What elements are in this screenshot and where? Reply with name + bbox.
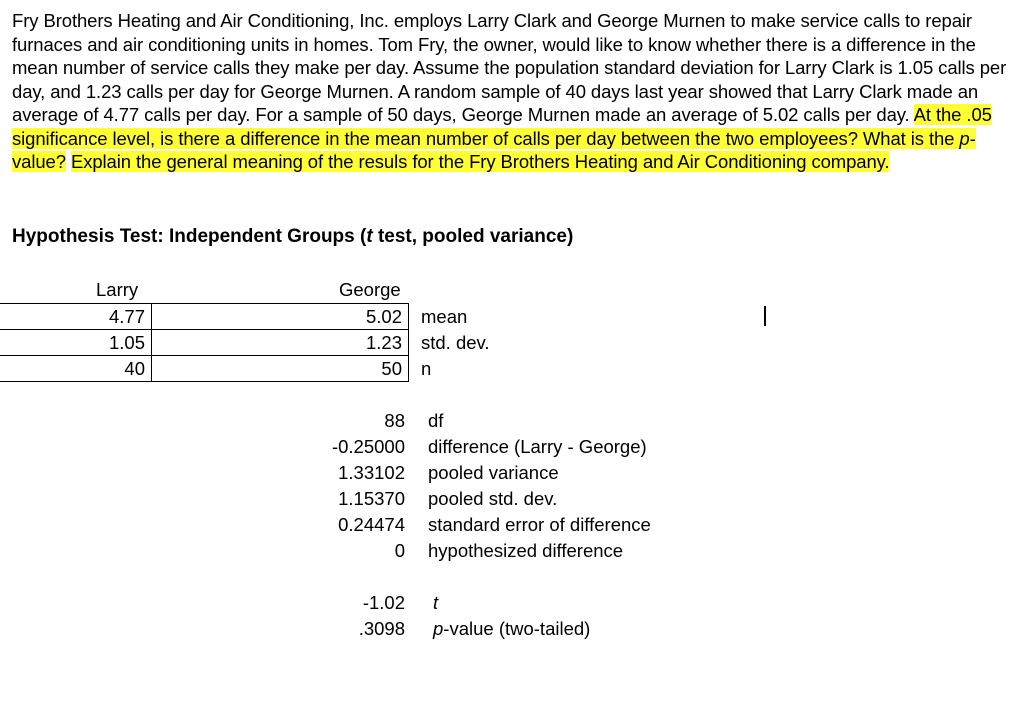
stat-label: difference (Larry - George) bbox=[428, 436, 647, 457]
p-value: .3098 bbox=[358, 618, 405, 639]
george-mean-cell[interactable]: 5.02 bbox=[152, 304, 409, 330]
heading-italic: t bbox=[366, 226, 373, 247]
table-row bbox=[0, 330, 627, 356]
stat-value: 88 bbox=[384, 410, 405, 431]
column-header-larry: Larry bbox=[96, 279, 139, 300]
heading-suffix: test, pooled variance) bbox=[372, 226, 574, 247]
larry-mean-cell[interactable]: 4.77 bbox=[0, 304, 152, 330]
stat-label: df bbox=[428, 410, 444, 431]
larry-stddev-cell[interactable]: 1.05 bbox=[0, 330, 152, 356]
row-label: n bbox=[421, 357, 432, 379]
highlight-question-text: At the .05 significance level, is there a difference in the mean number of calls per day between the two employees? What is the bbox=[12, 104, 992, 149]
p-label bbox=[433, 618, 590, 640]
stat-value: 0.24474 bbox=[338, 514, 405, 535]
table-row bbox=[0, 304, 627, 330]
stat-label: standard error of difference bbox=[428, 514, 651, 535]
stat-label: hypothesized difference bbox=[428, 540, 624, 561]
stat-value: 1.33102 bbox=[338, 462, 405, 483]
stat-value: 1.15370 bbox=[338, 488, 405, 509]
text-cursor bbox=[764, 306, 766, 326]
input-table bbox=[0, 303, 627, 382]
problem-statement bbox=[12, 9, 1012, 174]
george-n-cell[interactable]: 50 bbox=[152, 356, 409, 382]
larry-n-cell[interactable]: 40 bbox=[0, 356, 152, 382]
t-value: -1.02 bbox=[362, 592, 405, 613]
column-header-george: George bbox=[339, 279, 401, 300]
stat-value: 0 bbox=[394, 540, 405, 561]
george-stddev-cell[interactable]: 1.23 bbox=[152, 330, 409, 356]
heading-prefix: Hypothesis Test: Independent Groups ( bbox=[12, 226, 367, 247]
table-row bbox=[0, 356, 627, 382]
stat-label: pooled std. dev. bbox=[428, 488, 558, 509]
section-heading bbox=[12, 226, 573, 248]
row-label: mean bbox=[421, 305, 468, 327]
t-label: t bbox=[433, 592, 439, 613]
p-label-italic: p bbox=[433, 618, 444, 639]
highlight-question-italic: p bbox=[959, 127, 970, 149]
highlighted-explain: Explain the general meaning of the resuls for the Fry Brothers Heating and Air Conditioning company. bbox=[70, 151, 890, 172]
stat-value: -0.25000 bbox=[331, 436, 405, 457]
problem-text: Fry Brothers Heating and Air Conditioning, Inc. employs Larry Clark and George Murnen to make service calls to repair furnaces and air conditioning units in homes. Tom Fry, the owner, would like to know whether there is a difference in the mean number of service calls they make per day. Assume the population standard deviation for Larry Clark is 1.05 calls per day, and 1.23 calls per day for George Murnen. A random sample of 40 days last year showed that Larry Clark made an average of 4.77 calls per day. For a sample of 50 days, George Murnen made an average of 5.02 calls per day. bbox=[12, 10, 1007, 125]
p-label-rest: -value (two-tailed) bbox=[443, 618, 591, 639]
stat-label: pooled variance bbox=[428, 462, 559, 483]
row-label: std. dev. bbox=[421, 331, 490, 353]
highlight-question-end: -value? bbox=[12, 127, 976, 172]
